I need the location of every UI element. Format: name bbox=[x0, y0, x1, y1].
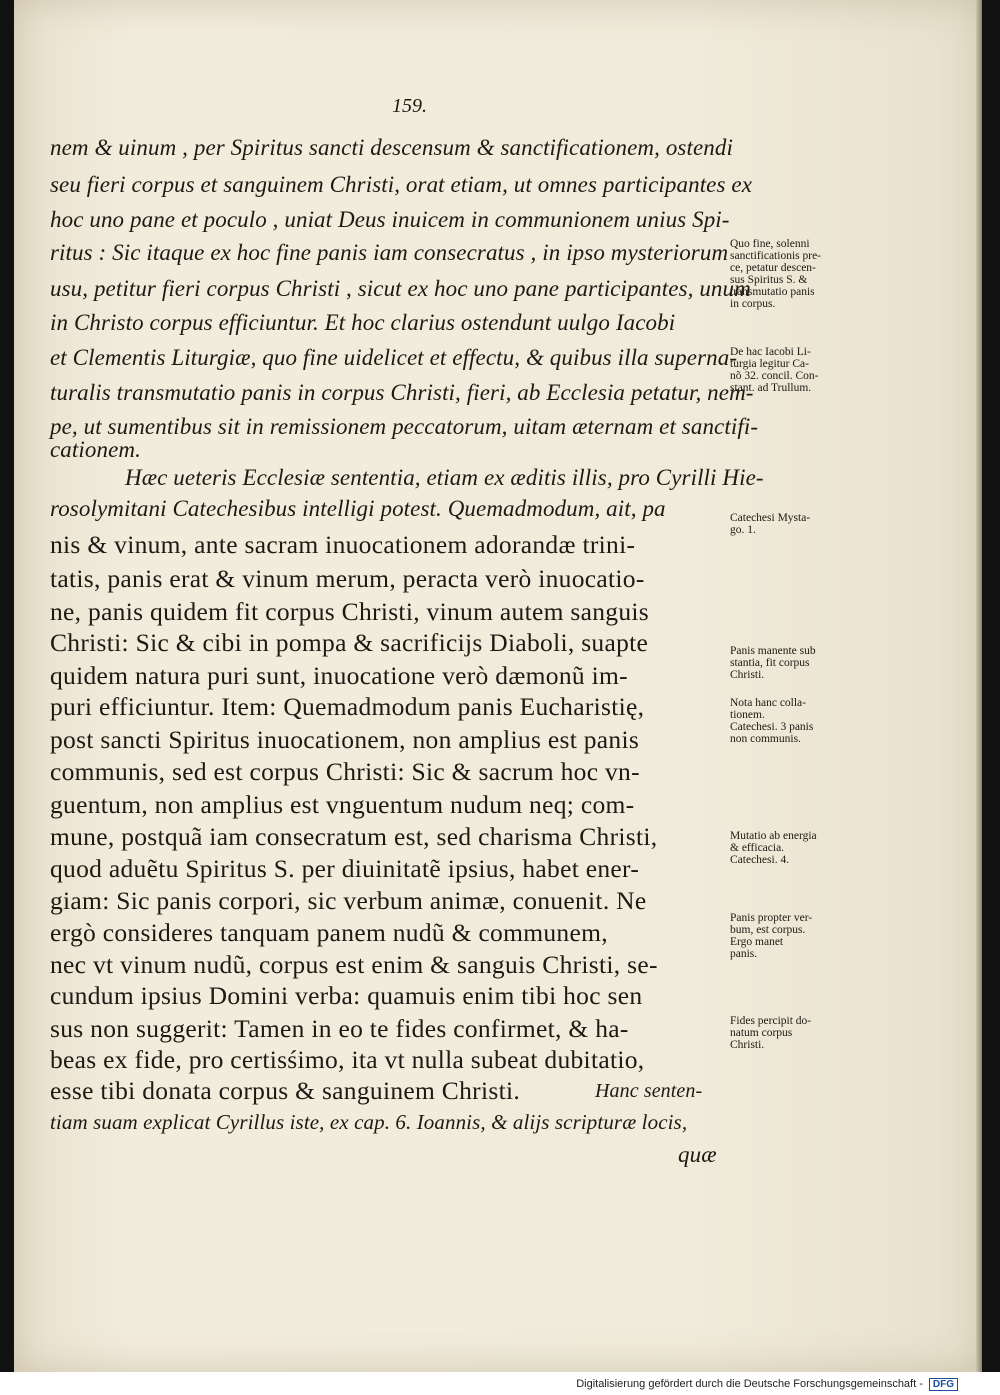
margin-line: Mutatio ab energia bbox=[730, 830, 817, 842]
text-line: rosolymitani Catechesibus intelligi potest. Quemadmodum, ait, pa bbox=[50, 496, 666, 521]
margin-line: bum, est corpus. bbox=[730, 924, 806, 936]
margin-line: stant. ad Trullum. bbox=[730, 382, 812, 394]
text-line: giam: Sic panis corpori, sic verbum animæ, conuenit. Ne bbox=[50, 886, 647, 915]
margin-line: go. 1. bbox=[730, 524, 756, 536]
dfg-logo: DFG bbox=[929, 1378, 958, 1391]
margin-note bbox=[730, 1015, 880, 1051]
footer-text: Digitalisierung gefördert durch die Deutsche Forschungsgemeinschaft - bbox=[576, 1378, 923, 1390]
text-line: mune, postquã iam consecratum est, sed charisma Christi, bbox=[50, 822, 658, 851]
text-line: post sancti Spiritus inuocationem, non amplius est panis bbox=[50, 725, 640, 754]
margin-line: non communis. bbox=[730, 733, 801, 745]
margin-line: nõ 32. concil. Con- bbox=[730, 370, 819, 382]
margin-line: ce, petatur descen- bbox=[730, 262, 816, 274]
margin-line: sus Spiritus S. & bbox=[730, 274, 808, 286]
margin-line: Panis propter ver- bbox=[730, 912, 813, 924]
margin-line: Quo fine, solenni bbox=[730, 238, 810, 250]
text-line: in Christo corpus efficiuntur. Et hoc clarius ostendunt uulgo Iacobi bbox=[50, 310, 676, 335]
margin-note bbox=[730, 346, 880, 394]
text-line: beas ex fide, pro certisśimo, ita vt nulla subeat dubitatio, bbox=[50, 1045, 645, 1074]
margin-line: natum corpus bbox=[730, 1027, 793, 1039]
margin-line: turgia legitur Ca- bbox=[730, 358, 809, 370]
margin-line: Fides percipit do- bbox=[730, 1015, 812, 1027]
text-line: nis & vinum, ante sacram inuocationem adorandæ trini- bbox=[50, 530, 636, 559]
margin-line: Panis manente sub bbox=[730, 645, 816, 657]
text-line: hoc uno pane et poculo , uniat Deus inuicem in communionem unius Spi- bbox=[50, 207, 730, 232]
text-line: communis, sed est corpus Christi: Sic & sacrum hoc vn- bbox=[50, 757, 640, 786]
margin-note bbox=[730, 645, 880, 681]
margin-line: sanctificationis pre- bbox=[730, 250, 822, 262]
margin-line: De hac Iacobi Li- bbox=[730, 346, 811, 358]
page-number: 159. bbox=[392, 95, 427, 117]
text-line: guentum, non amplius est vnguentum nudum neq; com- bbox=[50, 790, 635, 819]
margin-line: stantia, fit corpus bbox=[730, 657, 810, 669]
text-line: ne, panis quidem fit corpus Christi, vinum autem sanguis bbox=[50, 597, 649, 626]
text-line: turalis transmutatio panis in corpus Christi, fieri, ab Ecclesia petatur, nem- bbox=[50, 380, 754, 405]
margin-note bbox=[730, 912, 880, 960]
text-line: ergò consideres tanquam panem nudũ & communem, bbox=[50, 918, 608, 947]
catchword: quæ bbox=[678, 1142, 717, 1167]
margin-line: Christi. bbox=[730, 669, 765, 681]
text-line: nec vt vinum nudũ, corpus est enim & sanguis Christi, se- bbox=[50, 950, 658, 979]
margin-line: Catechesi. 4. bbox=[730, 854, 790, 866]
text-line: pe, ut sumentibus sit in remissionem peccatorum, uitam æternam et sanctifi- bbox=[50, 414, 759, 439]
text-line: cundum ipsius Domini verba: quamuis enim tibi hoc sen bbox=[50, 981, 643, 1010]
digitization-footer bbox=[576, 1378, 958, 1391]
margin-line: Catechesi. 3 panis bbox=[730, 721, 814, 733]
margin-line: Ergo manet bbox=[730, 936, 784, 948]
text-line: nem & uinum , per Spiritus sancti descensum & sanctificationem, ostendi bbox=[50, 135, 733, 160]
margin-line: tionem. bbox=[730, 709, 765, 721]
margin-note bbox=[730, 830, 880, 866]
margin-line: Catechesi Mysta- bbox=[730, 512, 811, 524]
text-line: Hanc senten- bbox=[595, 1080, 703, 1102]
margin-line: in corpus. bbox=[730, 298, 776, 310]
text-line: tatis, panis erat & vinum merum, peracta verò inuocatio- bbox=[50, 564, 645, 593]
margin-note bbox=[730, 238, 880, 310]
text-line: Hæc ueteris Ecclesiæ sententia, etiam ex æditis illis, pro Cyrilli Hie- bbox=[125, 465, 764, 490]
text-line: cationem. bbox=[50, 437, 141, 462]
text-line: Christi: Sic & cibi in pompa & sacrificijs Diaboli, suapte bbox=[50, 628, 649, 657]
text-line: ritus : Sic itaque ex hoc fine panis iam consecratus , in ipso mysteriorum bbox=[50, 240, 729, 265]
text-line: usu, petitur fieri corpus Christi , sicut ex hoc uno pane participantes, unum bbox=[50, 276, 751, 301]
text-line: et Clementis Liturgiæ, quo fine uidelicet et effectu, & quibus illa superna- bbox=[50, 345, 738, 370]
text-line: puri efficiuntur. Item: Quemadmodum panis Eucharistię, bbox=[50, 692, 645, 721]
text-line: quidem natura puri sunt, inuocatione verò dæmonũ im- bbox=[50, 661, 628, 690]
margin-line: Christi. bbox=[730, 1039, 765, 1051]
margin-note bbox=[730, 512, 880, 536]
text-line: sus non suggerit: Tamen in eo te fides confirmet, & ha- bbox=[50, 1014, 629, 1043]
text-line: seu fieri corpus et sanguinem Christi, orat etiam, ut omnes participantes ex bbox=[50, 172, 753, 197]
text-line: quod aduẽtu Spiritus S. per diuinitatẽ ipsius, habet ener- bbox=[50, 854, 640, 883]
margin-line: panis. bbox=[730, 948, 758, 960]
text-line: esse tibi donata corpus & sanguinem Christi. bbox=[50, 1076, 521, 1105]
page-edge bbox=[976, 0, 982, 1372]
margin-line: transmutatio panis bbox=[730, 286, 815, 298]
margin-line: & efficacia. bbox=[730, 842, 785, 854]
margin-line: Nota hanc colla- bbox=[730, 697, 806, 709]
margin-note bbox=[730, 697, 880, 745]
text-line: tiam suam explicat Cyrillus iste, ex cap. 6. Ioannis, & alijs scripturæ locis, bbox=[50, 1110, 688, 1134]
